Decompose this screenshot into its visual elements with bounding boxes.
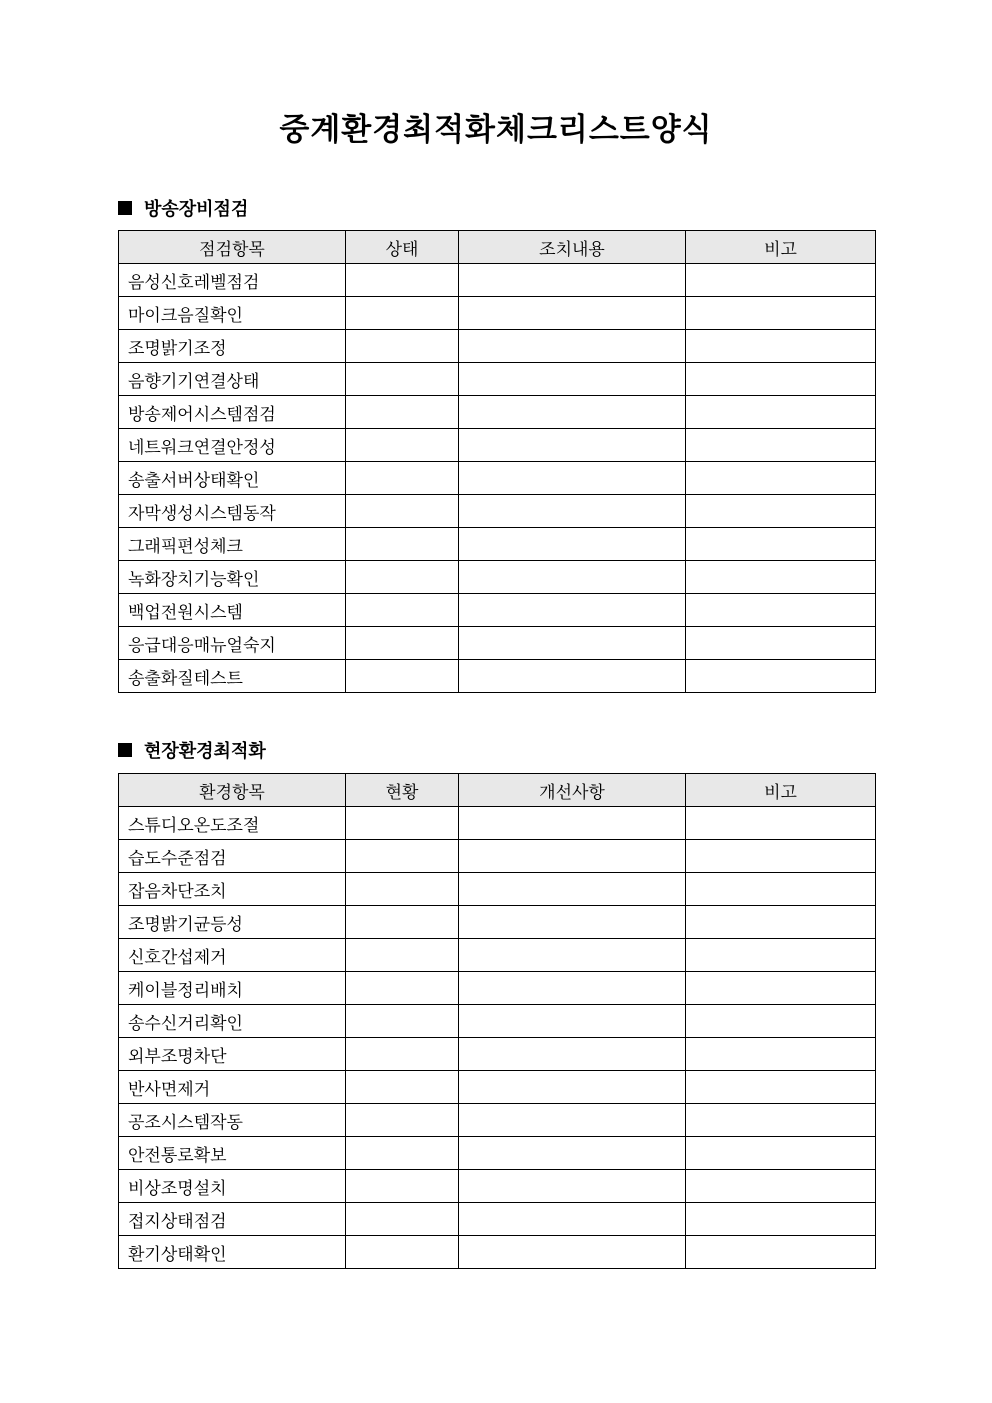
check-item-label: 습도수준점검 [119, 840, 346, 873]
status-cell[interactable] [346, 528, 459, 561]
status-cell[interactable] [346, 1170, 459, 1203]
table-row [119, 1104, 876, 1137]
check-item-label: 환기상태확인 [119, 1236, 346, 1269]
check-item-label: 조명밝기조정 [119, 330, 346, 363]
note-cell[interactable] [686, 1104, 876, 1137]
status-cell[interactable] [346, 1071, 459, 1104]
table-row [119, 1236, 876, 1269]
note-cell[interactable] [686, 561, 876, 594]
check-item-label: 공조시스템작동 [119, 1104, 346, 1137]
status-cell[interactable] [346, 1203, 459, 1236]
action-cell[interactable] [459, 1170, 686, 1203]
check-item-label: 반사면제거 [119, 1071, 346, 1104]
status-cell[interactable] [346, 660, 459, 693]
note-cell[interactable] [686, 873, 876, 906]
status-cell[interactable] [346, 1236, 459, 1269]
note-cell[interactable] [686, 1071, 876, 1104]
table-row [119, 330, 876, 363]
note-cell[interactable] [686, 1170, 876, 1203]
action-cell[interactable] [459, 495, 686, 528]
status-cell[interactable] [346, 594, 459, 627]
action-cell[interactable] [459, 1005, 686, 1038]
check-item-label: 자막생성시스템동작 [119, 495, 346, 528]
status-cell[interactable] [346, 627, 459, 660]
note-cell[interactable] [686, 594, 876, 627]
note-cell[interactable] [686, 1038, 876, 1071]
note-cell[interactable] [686, 1005, 876, 1038]
table-row [119, 906, 876, 939]
note-cell[interactable] [686, 627, 876, 660]
table-row [119, 1005, 876, 1038]
status-cell[interactable] [346, 906, 459, 939]
environment-checklist-table [118, 773, 876, 1269]
action-cell[interactable] [459, 363, 686, 396]
check-item-label: 조명밝기균등성 [119, 906, 346, 939]
table-header-row [119, 774, 876, 807]
note-cell[interactable] [686, 807, 876, 840]
note-cell[interactable] [686, 1203, 876, 1236]
note-cell[interactable] [686, 1236, 876, 1269]
check-item-label: 백업전원시스템 [119, 594, 346, 627]
status-cell[interactable] [346, 462, 459, 495]
action-cell[interactable] [459, 1203, 686, 1236]
table-row [119, 561, 876, 594]
status-cell[interactable] [346, 1137, 459, 1170]
action-cell[interactable] [459, 594, 686, 627]
action-cell[interactable] [459, 1137, 686, 1170]
note-cell[interactable] [686, 297, 876, 330]
status-cell[interactable] [346, 873, 459, 906]
status-cell[interactable] [346, 972, 459, 1005]
action-cell[interactable] [459, 906, 686, 939]
action-cell[interactable] [459, 873, 686, 906]
section-heading-label: 방송장비점검 [144, 199, 249, 220]
status-cell[interactable] [346, 1104, 459, 1137]
note-cell[interactable] [686, 906, 876, 939]
table-row [119, 594, 876, 627]
table-row [119, 264, 876, 297]
note-cell[interactable] [686, 660, 876, 693]
check-item-label: 송출화질테스트 [119, 660, 346, 693]
status-cell[interactable] [346, 396, 459, 429]
check-item-label: 케이블정리배치 [119, 972, 346, 1005]
check-item-label: 외부조명차단 [119, 1038, 346, 1071]
table-row [119, 972, 876, 1005]
table-row [119, 807, 876, 840]
note-cell[interactable] [686, 939, 876, 972]
section-heading-equipment [118, 195, 248, 221]
table-row [119, 495, 876, 528]
column-header: 개선사항 [459, 774, 686, 807]
check-item-label: 송수신거리확인 [119, 1005, 346, 1038]
status-cell[interactable] [346, 495, 459, 528]
check-item-label: 비상조명설치 [119, 1170, 346, 1203]
equipment-checklist-table [118, 230, 876, 693]
table-row [119, 1203, 876, 1236]
table-row [119, 1071, 876, 1104]
table-row [119, 1170, 876, 1203]
column-header: 현황 [346, 774, 459, 807]
status-cell[interactable] [346, 807, 459, 840]
check-item-label: 방송제어시스템점검 [119, 396, 346, 429]
check-item-label: 그래픽편성체크 [119, 528, 346, 561]
column-header: 점검항목 [119, 231, 346, 264]
square-bullet-icon [118, 743, 132, 757]
check-item-label: 네트워크연결안정성 [119, 429, 346, 462]
column-header: 비고 [686, 774, 876, 807]
action-cell[interactable] [459, 1038, 686, 1071]
note-cell[interactable] [686, 840, 876, 873]
note-cell[interactable] [686, 396, 876, 429]
table-row [119, 1137, 876, 1170]
table-row [119, 840, 876, 873]
check-item-label: 마이크음질확인 [119, 297, 346, 330]
status-cell[interactable] [346, 561, 459, 594]
check-item-label: 녹화장치기능확인 [119, 561, 346, 594]
action-cell[interactable] [459, 972, 686, 1005]
check-item-label: 잡음차단조치 [119, 873, 346, 906]
check-item-label: 음성신호레벨점검 [119, 264, 346, 297]
square-bullet-icon [118, 201, 132, 215]
note-cell[interactable] [686, 363, 876, 396]
table-row [119, 297, 876, 330]
table-row [119, 939, 876, 972]
column-header: 조치내용 [459, 231, 686, 264]
document-title: 중계환경최적화체크리스트양식 [279, 112, 713, 148]
note-cell[interactable] [686, 330, 876, 363]
check-item-label: 송출서버상태확인 [119, 462, 346, 495]
check-item-label: 음향기기연결상태 [119, 363, 346, 396]
check-item-label: 접지상태점검 [119, 1203, 346, 1236]
action-cell[interactable] [459, 1071, 686, 1104]
check-item-label: 응급대응매뉴얼숙지 [119, 627, 346, 660]
note-cell[interactable] [686, 462, 876, 495]
status-cell[interactable] [346, 363, 459, 396]
action-cell[interactable] [459, 561, 686, 594]
status-cell[interactable] [346, 330, 459, 363]
column-header: 상태 [346, 231, 459, 264]
table-row [119, 873, 876, 906]
note-cell[interactable] [686, 972, 876, 1005]
column-header: 비고 [686, 231, 876, 264]
section-heading-label: 현장환경최적화 [144, 741, 266, 762]
note-cell[interactable] [686, 264, 876, 297]
status-cell[interactable] [346, 429, 459, 462]
action-cell[interactable] [459, 462, 686, 495]
action-cell[interactable] [459, 297, 686, 330]
check-item-label: 신호간섭제거 [119, 939, 346, 972]
action-cell[interactable] [459, 1236, 686, 1269]
check-item-label: 스튜디오온도조절 [119, 807, 346, 840]
action-cell[interactable] [459, 330, 686, 363]
action-cell[interactable] [459, 840, 686, 873]
note-cell[interactable] [686, 1137, 876, 1170]
action-cell[interactable] [459, 396, 686, 429]
status-cell[interactable] [346, 840, 459, 873]
table-row [119, 528, 876, 561]
status-cell[interactable] [346, 297, 459, 330]
table-header-row [119, 231, 876, 264]
status-cell[interactable] [346, 1038, 459, 1071]
table-row [119, 462, 876, 495]
note-cell[interactable] [686, 528, 876, 561]
action-cell[interactable] [459, 939, 686, 972]
note-cell[interactable] [686, 429, 876, 462]
note-cell[interactable] [686, 495, 876, 528]
table-row [119, 396, 876, 429]
action-cell[interactable] [459, 660, 686, 693]
action-cell[interactable] [459, 807, 686, 840]
table-row [119, 627, 876, 660]
status-cell[interactable] [346, 264, 459, 297]
action-cell[interactable] [459, 1104, 686, 1137]
action-cell[interactable] [459, 528, 686, 561]
table-row [119, 660, 876, 693]
table-row [119, 363, 876, 396]
column-header: 환경항목 [119, 774, 346, 807]
check-item-label: 안전통로확보 [119, 1137, 346, 1170]
section-heading-environment [118, 737, 266, 763]
table-row [119, 1038, 876, 1071]
status-cell[interactable] [346, 1005, 459, 1038]
table-row [119, 429, 876, 462]
action-cell[interactable] [459, 429, 686, 462]
action-cell[interactable] [459, 627, 686, 660]
status-cell[interactable] [346, 939, 459, 972]
action-cell[interactable] [459, 264, 686, 297]
